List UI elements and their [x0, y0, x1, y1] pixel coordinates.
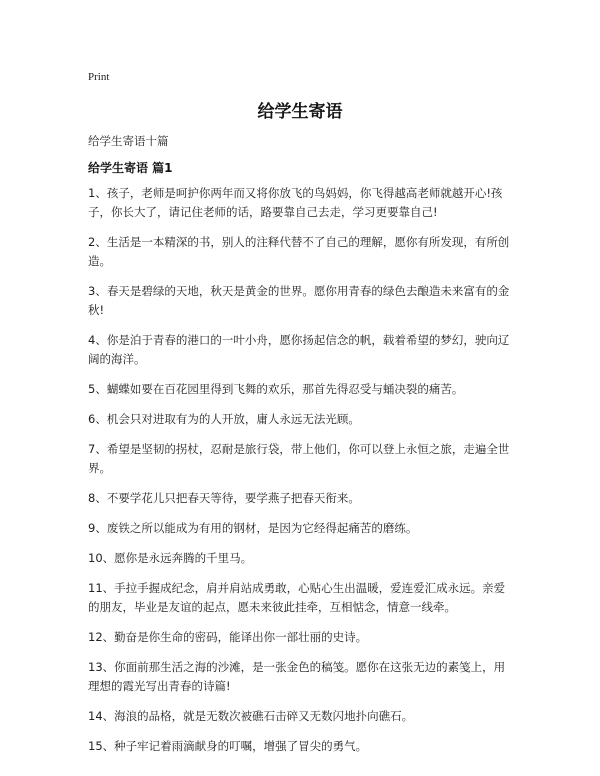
paragraph-list — [88, 184, 513, 767]
paragraph: 11、手拉手握成纪念，肩并肩站成勇敢，心贴心生出温暖，爱连爱汇成永远。亲爱的朋友，毕业是友谊的起点，愿未来彼此挂牵，互相惦念，情意一线牵。 — [88, 581, 506, 614]
paragraph: 5、蝴蝶如要在百花园里得到飞舞的欢乐，那首先得忍受与蛹决裂的痛苦。 — [88, 382, 464, 396]
paragraph: 10、愿你是永远奔腾的千里马。 — [88, 551, 253, 565]
page-title: 给学生寄语 — [257, 102, 343, 122]
paragraph: 15、种子牢记着雨滴献身的叮嘱，增强了冒尖的勇气。 — [88, 739, 368, 753]
paragraph: 7、希望是坚韧的拐杖，忍耐是旅行袋，带上他们，你可以登上永恒之旅，走遍全世界。 — [88, 442, 510, 475]
paragraph: 3、春天是碧绿的天地，秋天是黄金的世界。愿你用青春的绿色去酿造未来富有的金秋! — [88, 284, 510, 317]
paragraph: 14、海浪的品格，就是无数次被礁石击碎又无数闪地扑向礁石。 — [88, 709, 414, 723]
section-heading: 给学生寄语 篇1 — [88, 161, 173, 175]
paragraph: 1、孩子，老师是呵护你两年而又将你放飞的鸟妈妈，你飞得越高老师就越开心!孩子，你长大了，请记住老师的话，路要靠自己去走，学习更要靠自己! — [88, 186, 503, 219]
paragraph: 6、机会只对进取有为的人开放，庸人永远无法光顾。 — [88, 412, 360, 426]
paragraph: 4、你是泊于青春的港口的一叶小舟，愿你扬起信念的帆，载着希望的梦幻，驶向辽阔的海洋。 — [88, 333, 510, 366]
paragraph: 9、废铁之所以能成为有用的钢材，是因为它经得起痛苦的磨练。 — [88, 521, 418, 535]
print-link[interactable]: Print — [88, 71, 110, 83]
paragraph: 13、你面前那生活之海的沙滩，是一张金色的稿笺。愿你在这张无边的素笺上，用理想的霞光写出青春的诗篇! — [88, 660, 506, 693]
paragraph: 8、不要学花儿只把春天等待，要学燕子把春天衔来。 — [88, 491, 360, 505]
paragraph: 12、勤奋是你生命的密码，能译出你一部壮丽的史诗。 — [88, 630, 368, 644]
paragraph: 2、生活是一本精深的书，别人的注释代替不了自己的理解，愿你有所发现，有所创造。 — [88, 235, 510, 268]
document-subtitle: 给学生寄语十篇 — [88, 134, 169, 148]
